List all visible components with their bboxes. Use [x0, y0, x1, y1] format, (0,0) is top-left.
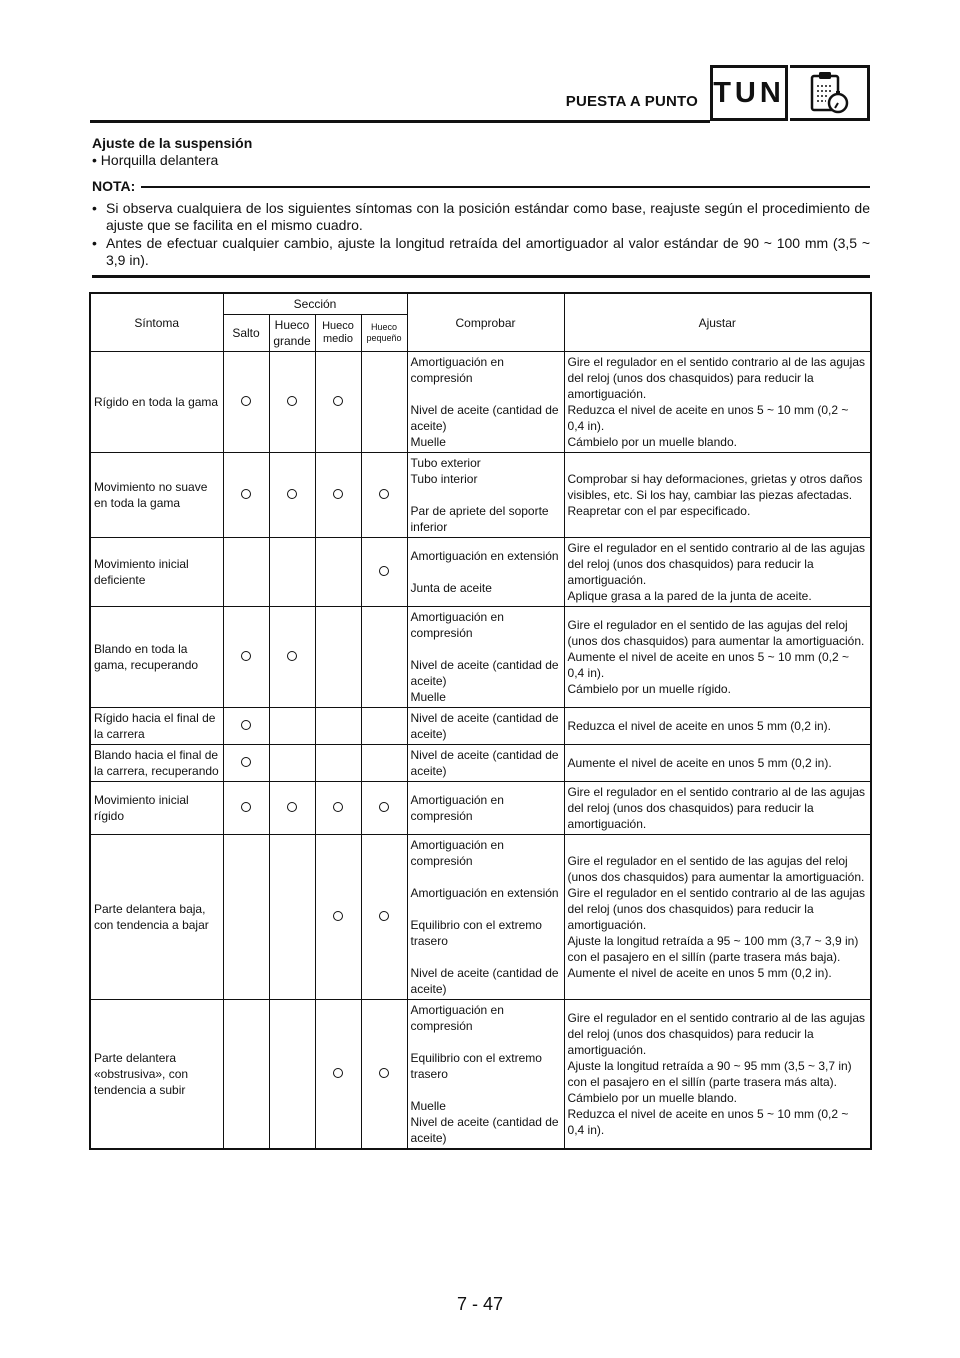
nota-list [92, 200, 870, 269]
circle-mark-icon [379, 1068, 389, 1078]
section-mark-cell [361, 352, 407, 453]
circle-mark-icon [241, 720, 251, 730]
header-sintoma: Síntoma [90, 293, 223, 352]
section-mark-cell [269, 352, 315, 453]
adjust-cell: Aumente el nivel de aceite en unos 5 mm (0,2 in). [564, 745, 871, 782]
section-mark-cell [269, 745, 315, 782]
subsection-text: Horquilla delantera [100, 152, 219, 168]
circle-mark-icon [333, 489, 343, 499]
section-mark-cell [269, 782, 315, 835]
section-mark-cell [315, 538, 361, 607]
adjust-cell: Gire el regulador en el sentido de las agujas del reloj (unos dos chasquidos) para aumentar la amortiguación. Gire el regulador en el sentido contrario al de las agujas del reloj (unos dos chasquidos) para reducir la amortiguación. Ajuste la longitud retraída a 95 ~ 100 mm (3,7 ~ 3,9 in) con el pasajero en el sillín (parte trasera más baja). Aumente el nivel de aceite en unos 5 mm (0,2 in). [564, 835, 871, 1000]
circle-mark-icon [287, 802, 297, 812]
table-row [90, 745, 871, 782]
circle-mark-icon [379, 911, 389, 921]
circle-mark-icon [333, 1068, 343, 1078]
check-cell: Amortiguación en compresión Nivel de aceite (cantidad de aceite) Muelle [407, 352, 564, 453]
section-mark-cell [223, 538, 269, 607]
symptom-cell: Parte delantera «obstrusiva», con tendencia a subir [90, 1000, 223, 1150]
symptom-cell: Movimiento no suave en toda la gama [90, 453, 223, 538]
clipboard-stopwatch-icon-graphic [806, 70, 852, 116]
check-cell: Amortiguación en compresión Nivel de aceite (cantidad de aceite) Muelle [407, 607, 564, 708]
section-mark-cell [223, 453, 269, 538]
section-mark-cell [361, 745, 407, 782]
circle-mark-icon [241, 651, 251, 661]
section-mark-cell [315, 1000, 361, 1150]
symptom-cell: Parte delantera baja, con tendencia a bajar [90, 835, 223, 1000]
section-mark-cell [361, 453, 407, 538]
section-mark-cell [315, 607, 361, 708]
circle-mark-icon [333, 396, 343, 406]
section-mark-cell [269, 453, 315, 538]
circle-mark-icon [379, 802, 389, 812]
section-mark-cell [361, 782, 407, 835]
section-mark-cell [269, 607, 315, 708]
table-row [90, 538, 871, 607]
header-comprobar: Comprobar [407, 293, 564, 352]
check-cell: Nivel de aceite (cantidad de aceite) [407, 708, 564, 745]
check-cell: Amortiguación en extensión Junta de aceite [407, 538, 564, 607]
adjust-cell: Reduzca el nivel de aceite en unos 5 mm (0,2 in). [564, 708, 871, 745]
page-header [90, 62, 870, 126]
check-cell: Amortiguación en compresión Amortiguación en extensión Equilibrio con el extremo trasero Nivel de aceite (cantidad de aceite) [407, 835, 564, 1000]
clipboard-stopwatch-icon [790, 65, 870, 121]
page-number: 7 - 47 [456, 1294, 504, 1314]
table-row [90, 835, 871, 1000]
circle-mark-icon [241, 489, 251, 499]
nota-box [92, 178, 870, 278]
adjust-cell: Comprobar si hay deformaciones, grietas y otros daños visibles, etc. Si los hay, cambiar las piezas afectadas. Reapretar con el par especificado. [564, 453, 871, 538]
header-hueco-pequeno: Hueco pequeño [361, 315, 407, 352]
nota-bottom-rule [92, 275, 870, 278]
symptom-cell: Movimiento inicial rígido [90, 782, 223, 835]
tun-badge: TUN [710, 65, 788, 121]
symptom-cell: Blando hacia el final de la carrera, recuperando [90, 745, 223, 782]
table-row [90, 782, 871, 835]
section-mark-cell [361, 1000, 407, 1150]
check-cell: Nivel de aceite (cantidad de aceite) [407, 745, 564, 782]
section-mark-cell [361, 538, 407, 607]
section-mark-cell [361, 835, 407, 1000]
section-mark-cell [361, 708, 407, 745]
circle-mark-icon [333, 802, 343, 812]
circle-mark-icon [379, 566, 389, 576]
adjust-cell: Gire el regulador en el sentido de las agujas del reloj (unos dos chasquidos) para aumentar la amortiguación. Aumente el nivel de aceite en unos 5 ~ 10 mm (0,2 ~ 0,4 in). Cámbielo por un muelle rígido. [564, 607, 871, 708]
adjust-cell: Gire el regulador en el sentido contrario al de las agujas del reloj (unos dos chasquidos) para reducir la amortiguación. Ajuste la longitud retraída a 90 ~ 95 mm (3,5 ~ 3,7 in) con el pasajero en el sillín (parte trasera más alta). Cámbielo por un muelle blando. Reduzca el nivel de aceite en unos 5 ~ 10 mm (0,2 ~ 0,4 in). [564, 1000, 871, 1150]
section-mark-cell [223, 708, 269, 745]
header-rule [90, 120, 710, 123]
header-hueco-grande: Hueco grande [269, 315, 315, 352]
circle-mark-icon [287, 396, 297, 406]
adjust-cell: Gire el regulador en el sentido contrario al de las agujas del reloj (unos dos chasquidos) para reducir la amortiguación. Aplique grasa a la pared de la junta de aceite. [564, 538, 871, 607]
table-body [90, 352, 871, 1150]
header-hueco-medio: Hueco medio [315, 315, 361, 352]
suspension-table [89, 292, 872, 1150]
section-mark-cell [223, 745, 269, 782]
section-mark-cell [269, 835, 315, 1000]
section-title: Ajuste de la suspensión [92, 135, 253, 151]
circle-mark-icon [333, 911, 343, 921]
table-row [90, 352, 871, 453]
circle-mark-icon [287, 651, 297, 661]
section-mark-cell [315, 745, 361, 782]
nota-top-rule [92, 186, 870, 188]
nota-item: • Antes de efectuar cualquier cambio, ajuste la longitud retraída del amortiguador al valor estándar de 90 ~ 100 mm (3,5 ~ 3,9 in). [92, 235, 870, 269]
header-ajustar: Ajustar [564, 293, 871, 352]
table-row [90, 607, 871, 708]
symptom-cell: Movimiento inicial deficiente [90, 538, 223, 607]
nota-label: NOTA: [92, 178, 141, 194]
section-mark-cell [315, 835, 361, 1000]
circle-mark-icon [241, 757, 251, 767]
section-mark-cell [269, 1000, 315, 1150]
section-mark-cell [223, 607, 269, 708]
circle-mark-icon [241, 396, 251, 406]
header-title: PUESTA A PUNTO [565, 93, 698, 110]
section-mark-cell [315, 782, 361, 835]
section-mark-cell [269, 708, 315, 745]
circle-mark-icon [241, 802, 251, 812]
nota-item: • Si observa cualquiera de los siguientes síntomas con la posición estándar como base, reajuste según el procedimiento de ajuste que se facilita en el mismo cuadro. [92, 200, 870, 234]
section-mark-cell [269, 538, 315, 607]
check-cell: Tubo exterior Tubo interior Par de apriete del soporte inferior [407, 453, 564, 538]
circle-mark-icon [287, 489, 297, 499]
section-mark-cell [223, 352, 269, 453]
check-cell: Amortiguación en compresión [407, 782, 564, 835]
table-row [90, 708, 871, 745]
adjust-cell: Gire el regulador en el sentido contrario al de las agujas del reloj (unos dos chasquidos) para reducir la amortiguación. Reduzca el nivel de aceite en unos 5 ~ 10 mm (0,2 ~ 0,4 in). Cámbielo por un muelle blando. [564, 352, 871, 453]
section-mark-cell [315, 453, 361, 538]
check-cell: Amortiguación en compresión Equilibrio con el extremo trasero Muelle Nivel de aceite (cantidad de aceite) [407, 1000, 564, 1150]
section-mark-cell [315, 708, 361, 745]
table-row [90, 1000, 871, 1150]
subsection-bullet: • Horquilla delantera [92, 152, 219, 168]
adjust-cell: Gire el regulador en el sentido contrario al de las agujas del reloj (unos dos chasquidos) para reducir la amortiguación. [564, 782, 871, 835]
symptom-cell: Rígido hacia el final de la carrera [90, 708, 223, 745]
section-mark-cell [223, 782, 269, 835]
section-mark-cell [223, 1000, 269, 1150]
header-salto: Salto [223, 315, 269, 352]
table-row [90, 453, 871, 538]
header-seccion: Sección [223, 293, 407, 315]
section-mark-cell [361, 607, 407, 708]
symptom-cell: Blando en toda la gama, recuperando [90, 607, 223, 708]
section-mark-cell [315, 352, 361, 453]
symptom-cell: Rígido en toda la gama [90, 352, 223, 453]
section-mark-cell [223, 835, 269, 1000]
circle-mark-icon [379, 489, 389, 499]
